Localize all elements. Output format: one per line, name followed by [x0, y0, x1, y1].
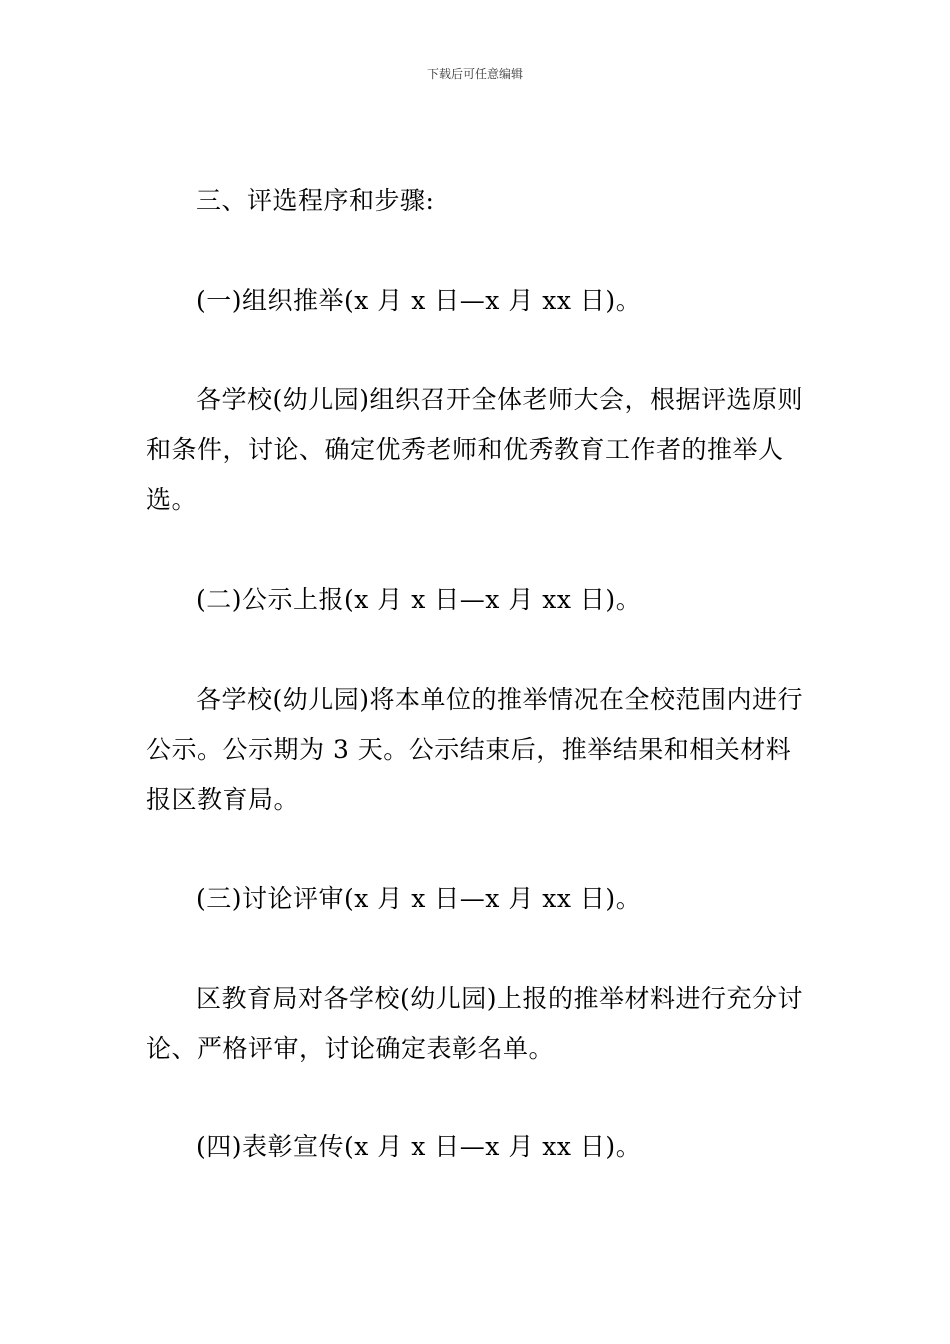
step-heading-4: (四)表彰宣传(x 月 x 日—x 月 xx 日)。: [196, 1132, 642, 1161]
step-body-3: 区教育局对各学校(幼儿园)上报的推举材料进行充分讨论、严格评审，讨论确定表彰名单。: [146, 984, 804, 1063]
header-note: 下载后可任意编辑: [426, 67, 523, 81]
section-heading: 三、评选程序和步骤:: [196, 186, 435, 215]
step-heading-3: (三)讨论评审(x 月 x 日—x 月 xx 日)。: [196, 884, 642, 913]
step-body-1: 各学校(幼儿园)组织召开全体老师大会，根据评选原则和条件，讨论、确定优秀老师和优秀教育工作者的推举人选。: [146, 385, 804, 514]
step-heading-1: (一)组织推举(x 月 x 日—x 月 xx 日)。: [196, 286, 642, 315]
step-body-2: 各学校(幼儿园)将本单位的推举情况在全校范围内进行公示。公示期为 3 天。公示结束后，推举结果和相关材料报区教育局。: [146, 685, 804, 814]
step-heading-2: (二)公示上报(x 月 x 日—x 月 xx 日)。: [196, 585, 642, 614]
